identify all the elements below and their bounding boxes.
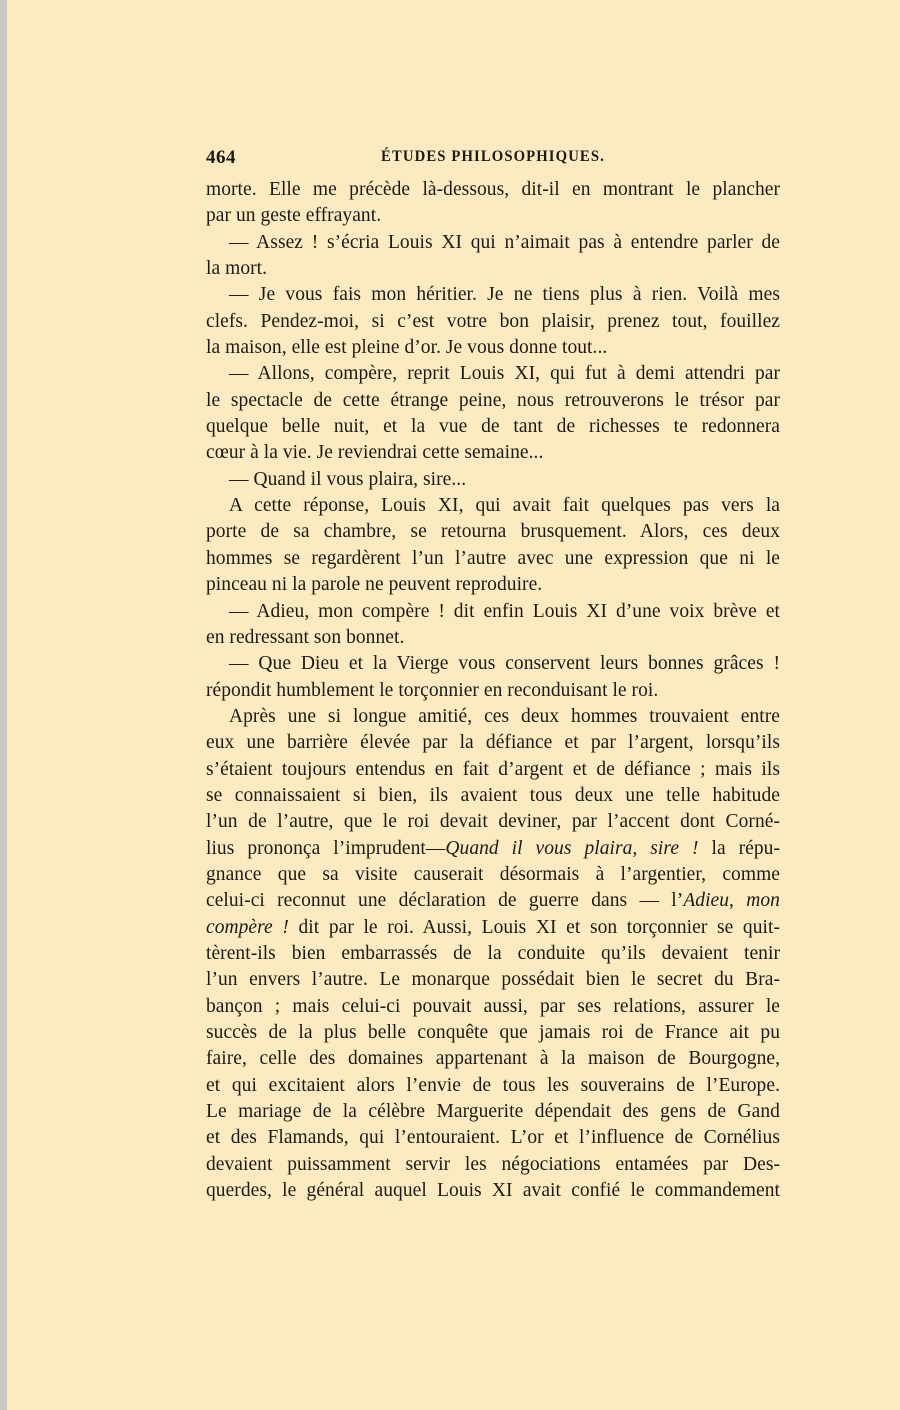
book-page <box>7 0 900 1410</box>
text-line <box>206 256 780 282</box>
text-line-content: l’un de l’autre, que le roi devait deviner, par l’accent dont Corné- <box>206 811 780 833</box>
roman-text: dit par le roi. Aussi, Louis XI et son torçonnier se quit- <box>288 916 780 938</box>
text-line-content: succès de la plus belle conquête que jamais roi de France ait pu <box>206 1022 780 1043</box>
text-line-content: se connaissaient si bien, ils avaient tous deux une telle habitude <box>206 784 780 806</box>
text-line-content: quelque belle nuit, et la vue de tant de richesses te redonnera <box>206 416 780 438</box>
text-line <box>206 915 780 941</box>
text-line-content: querdes, le général auquel Louis XI avait confié le commandement <box>206 1180 780 1202</box>
text-line <box>206 1020 780 1046</box>
text-line <box>206 651 780 677</box>
text-line-content: en redressant son bonnet. <box>206 626 405 648</box>
text-line <box>206 678 780 704</box>
text-line-content: A cette réponse, Louis XI, qui avait fait quelques pas vers la <box>229 495 780 517</box>
text-line <box>206 467 780 493</box>
text-line-content: Après une si longue amitié, ces deux hommes trouvaient entre <box>229 705 780 727</box>
text-line <box>206 1046 780 1072</box>
text-line <box>206 1178 780 1204</box>
roman-text: la répu- <box>698 837 780 859</box>
text-line-content: cœur à la vie. Je reviendrai cette semaine... <box>206 442 544 464</box>
text-line <box>206 1125 780 1151</box>
text-line <box>206 282 780 308</box>
text-line-content: l’un envers l’autre. Le monarque possédait bien le secret du Bra- <box>206 969 780 991</box>
text-line-content: — Allons, compère, reprit Louis XI, qui fut à demi attendri par <box>229 363 780 385</box>
text-line <box>206 519 780 545</box>
text-line-content: — Que Dieu et la Vierge vous conservent leurs bonnes grâces ! <box>229 653 780 675</box>
italic-quotation: Quand il vous plaira, sire ! <box>445 837 699 859</box>
text-line-content: clefs. Pendez-moi, si c’est votre bon plaisir, prenez tout, fouillez <box>206 310 780 332</box>
italic-quotation: compère ! <box>206 916 289 938</box>
text-line-content: et des Flamands, qui l’entouraient. L’or et l’influence de Cornélius <box>206 1127 780 1149</box>
text-line <box>206 967 780 993</box>
text-line <box>206 572 780 598</box>
text-line-content: — Je vous fais mon héritier. Je ne tiens plus à rien. Voilà mes <box>229 284 780 306</box>
text-line <box>206 546 780 572</box>
text-line-content: hommes se regardèrent l’un l’autre avec une expression que ni le <box>206 547 780 569</box>
running-title: ÉTUDES PHILOSOPHIQUES. <box>381 148 605 165</box>
roman-text: celui-ci reconnut une déclaration de guerre dans — l’ <box>206 890 684 912</box>
text-line-content: — Adieu, mon compère ! dit enfin Louis XI d’une voix brève et <box>229 600 780 622</box>
text-line-content: faire, celle des domaines appartenant à la maison de Bourgogne, <box>206 1048 780 1070</box>
text-line-content: répondit humblement le torçonnier en reconduisant le roi. <box>206 679 659 701</box>
text-line-content <box>206 888 780 914</box>
text-line <box>206 625 780 651</box>
text-line <box>206 440 780 466</box>
text-line <box>206 335 780 361</box>
text-line-content: et qui excitaient alors l’envie de tous les souverains de l’Europe. <box>206 1074 780 1096</box>
text-line-content: morte. Elle me précède là-dessous, dit-il en montrant le plancher <box>206 179 780 200</box>
body-text <box>206 177 780 1204</box>
text-line <box>206 994 780 1020</box>
text-line-content: le spectacle de cette étrange peine, nous retrouverons le trésor par <box>206 389 780 411</box>
text-line <box>206 414 780 440</box>
text-line <box>206 730 780 756</box>
text-line <box>206 177 780 203</box>
text-line <box>206 203 780 229</box>
text-line-content: — Quand il vous plaira, sire... <box>229 468 467 490</box>
text-line <box>206 783 780 809</box>
text-line-content: pinceau ni la parole ne peuvent reproduire. <box>206 574 543 596</box>
italic-quotation: Adieu, mon <box>683 890 780 912</box>
text-line-content: bançon ; mais celui-ci pouvait aussi, par ses relations, assurer le <box>206 995 780 1017</box>
text-line <box>206 309 780 335</box>
text-line <box>206 599 780 625</box>
text-line-content: Le mariage de la célèbre Marguerite dépendait des gens de Gand <box>206 1101 780 1123</box>
text-line <box>206 1073 780 1099</box>
running-header <box>206 147 780 169</box>
text-line <box>206 941 780 967</box>
text-line-content: gnance que sa visite causerait désormais à l’argentier, comme <box>206 863 780 885</box>
text-line-content: la maison, elle est pleine d’or. Je vous donne tout... <box>206 337 608 359</box>
text-line <box>206 1152 780 1178</box>
text-line-content: la mort. <box>206 258 268 280</box>
text-line <box>206 493 780 519</box>
text-line <box>206 230 780 256</box>
text-line <box>206 862 780 888</box>
text-line <box>206 757 780 783</box>
text-line <box>206 888 780 914</box>
text-line-content: s’étaient toujours entendus en fait d’argent et de défiance ; mais ils <box>206 758 780 780</box>
text-line <box>206 809 780 835</box>
text-line <box>206 361 780 387</box>
roman-text: lius prononça l’imprudent— <box>206 837 446 859</box>
text-line-content: eux une barrière élevée par la défiance et par l’argent, lorsqu’ils <box>206 732 780 754</box>
text-line-content: par un geste effrayant. <box>206 205 382 227</box>
text-line-content: tèrent-ils bien embarrassés de la conduite qu’ils devaient tenir <box>206 942 780 964</box>
text-line-content: porte de sa chambre, se retourna brusquement. Alors, ces deux <box>206 521 780 543</box>
text-line <box>206 704 780 730</box>
text-line <box>206 836 780 862</box>
text-line-content: — Assez ! s’écria Louis XI qui n’aimait pas à entendre parler de <box>229 231 780 253</box>
text-line-content: devaient puissamment servir les négociations entamées par Des- <box>206 1153 780 1175</box>
text-line <box>206 388 780 414</box>
text-line-content <box>206 836 780 862</box>
text-line-content <box>206 915 780 941</box>
page-number: 464 <box>206 147 236 168</box>
text-line <box>206 1099 780 1125</box>
